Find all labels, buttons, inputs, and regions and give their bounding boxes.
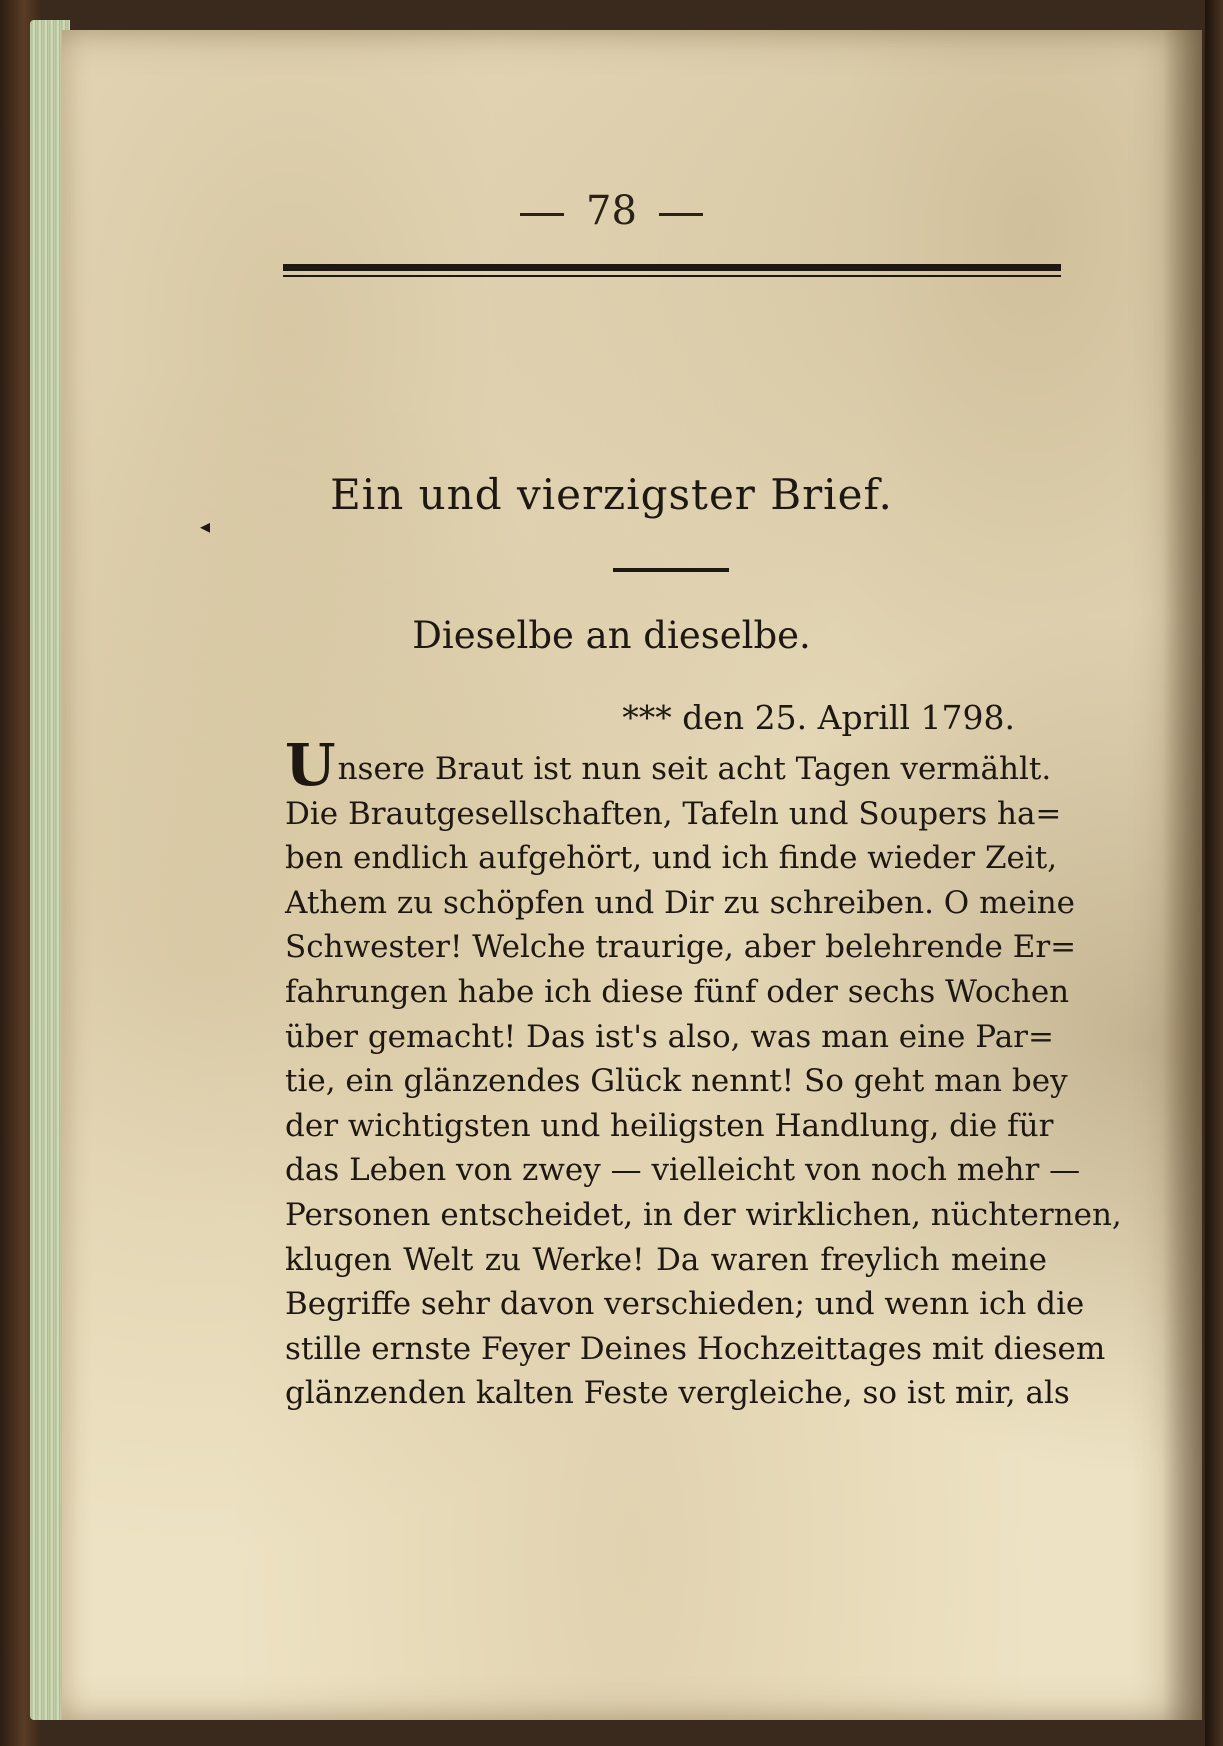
body-line: Begriffe sehr davon verschieden; und wenn ich die bbox=[285, 1286, 1085, 1323]
letter-title: Ein und vierzigster Brief. bbox=[330, 470, 893, 519]
body-line: fahrungen habe ich diese fünf oder sechs Wochen bbox=[285, 973, 1070, 1010]
drop-cap: U bbox=[285, 731, 336, 799]
header-rule-thin bbox=[283, 275, 1061, 277]
dateline: *** den 25. Aprill 1798. bbox=[622, 698, 1015, 737]
salutation: Dieselbe an dieselbe. bbox=[412, 614, 811, 657]
body-line: Personen entscheidet, in der wirklichen, nüchternen, bbox=[285, 1196, 1122, 1233]
body-line: das Leben von zwey — vielleicht von noch mehr — bbox=[285, 1152, 1081, 1189]
page-number bbox=[0, 188, 1223, 234]
margin-mark: ◂ bbox=[200, 514, 211, 538]
book-cover-right bbox=[1205, 0, 1223, 1746]
page-number-dash-right bbox=[659, 213, 703, 216]
body-line: glänzenden kalten Feste vergleiche, so ist mir, als bbox=[285, 1375, 1070, 1412]
gutter-shadow bbox=[1163, 30, 1203, 1720]
body-line: der wichtigsten und heiligsten Handlung, die für bbox=[285, 1107, 1054, 1144]
title-rule bbox=[613, 568, 729, 572]
body-line: Schwester! Welche traurige, aber belehrende Er= bbox=[285, 929, 1077, 966]
page-number-value: 78 bbox=[586, 188, 637, 234]
body-line: ben endlich aufgehört, und ich finde wieder Zeit, bbox=[285, 840, 1058, 877]
body-line: Unsere Braut ist nun seit acht Tagen vermählt. bbox=[285, 731, 1052, 799]
body-line: Die Brautgesellschaften, Tafeln und Soupers ha= bbox=[285, 795, 1062, 832]
page-number-dash-left bbox=[520, 213, 564, 216]
body-line: klugen Welt zu Werke! Da waren freylich meine bbox=[285, 1241, 1047, 1278]
body-line: stille ernste Feyer Deines Hochzeittages mit diesem bbox=[285, 1330, 1106, 1367]
body-line: Athem zu schöpfen und Dir zu schreiben. O meine bbox=[285, 884, 1076, 921]
body-line: tie, ein glänzendes Glück nennt! So geht man bey bbox=[285, 1063, 1068, 1100]
body-line: über gemacht! Das ist's also, was man eine Par= bbox=[285, 1018, 1054, 1055]
header-rule bbox=[283, 264, 1061, 271]
letter-body bbox=[285, 731, 1122, 1416]
